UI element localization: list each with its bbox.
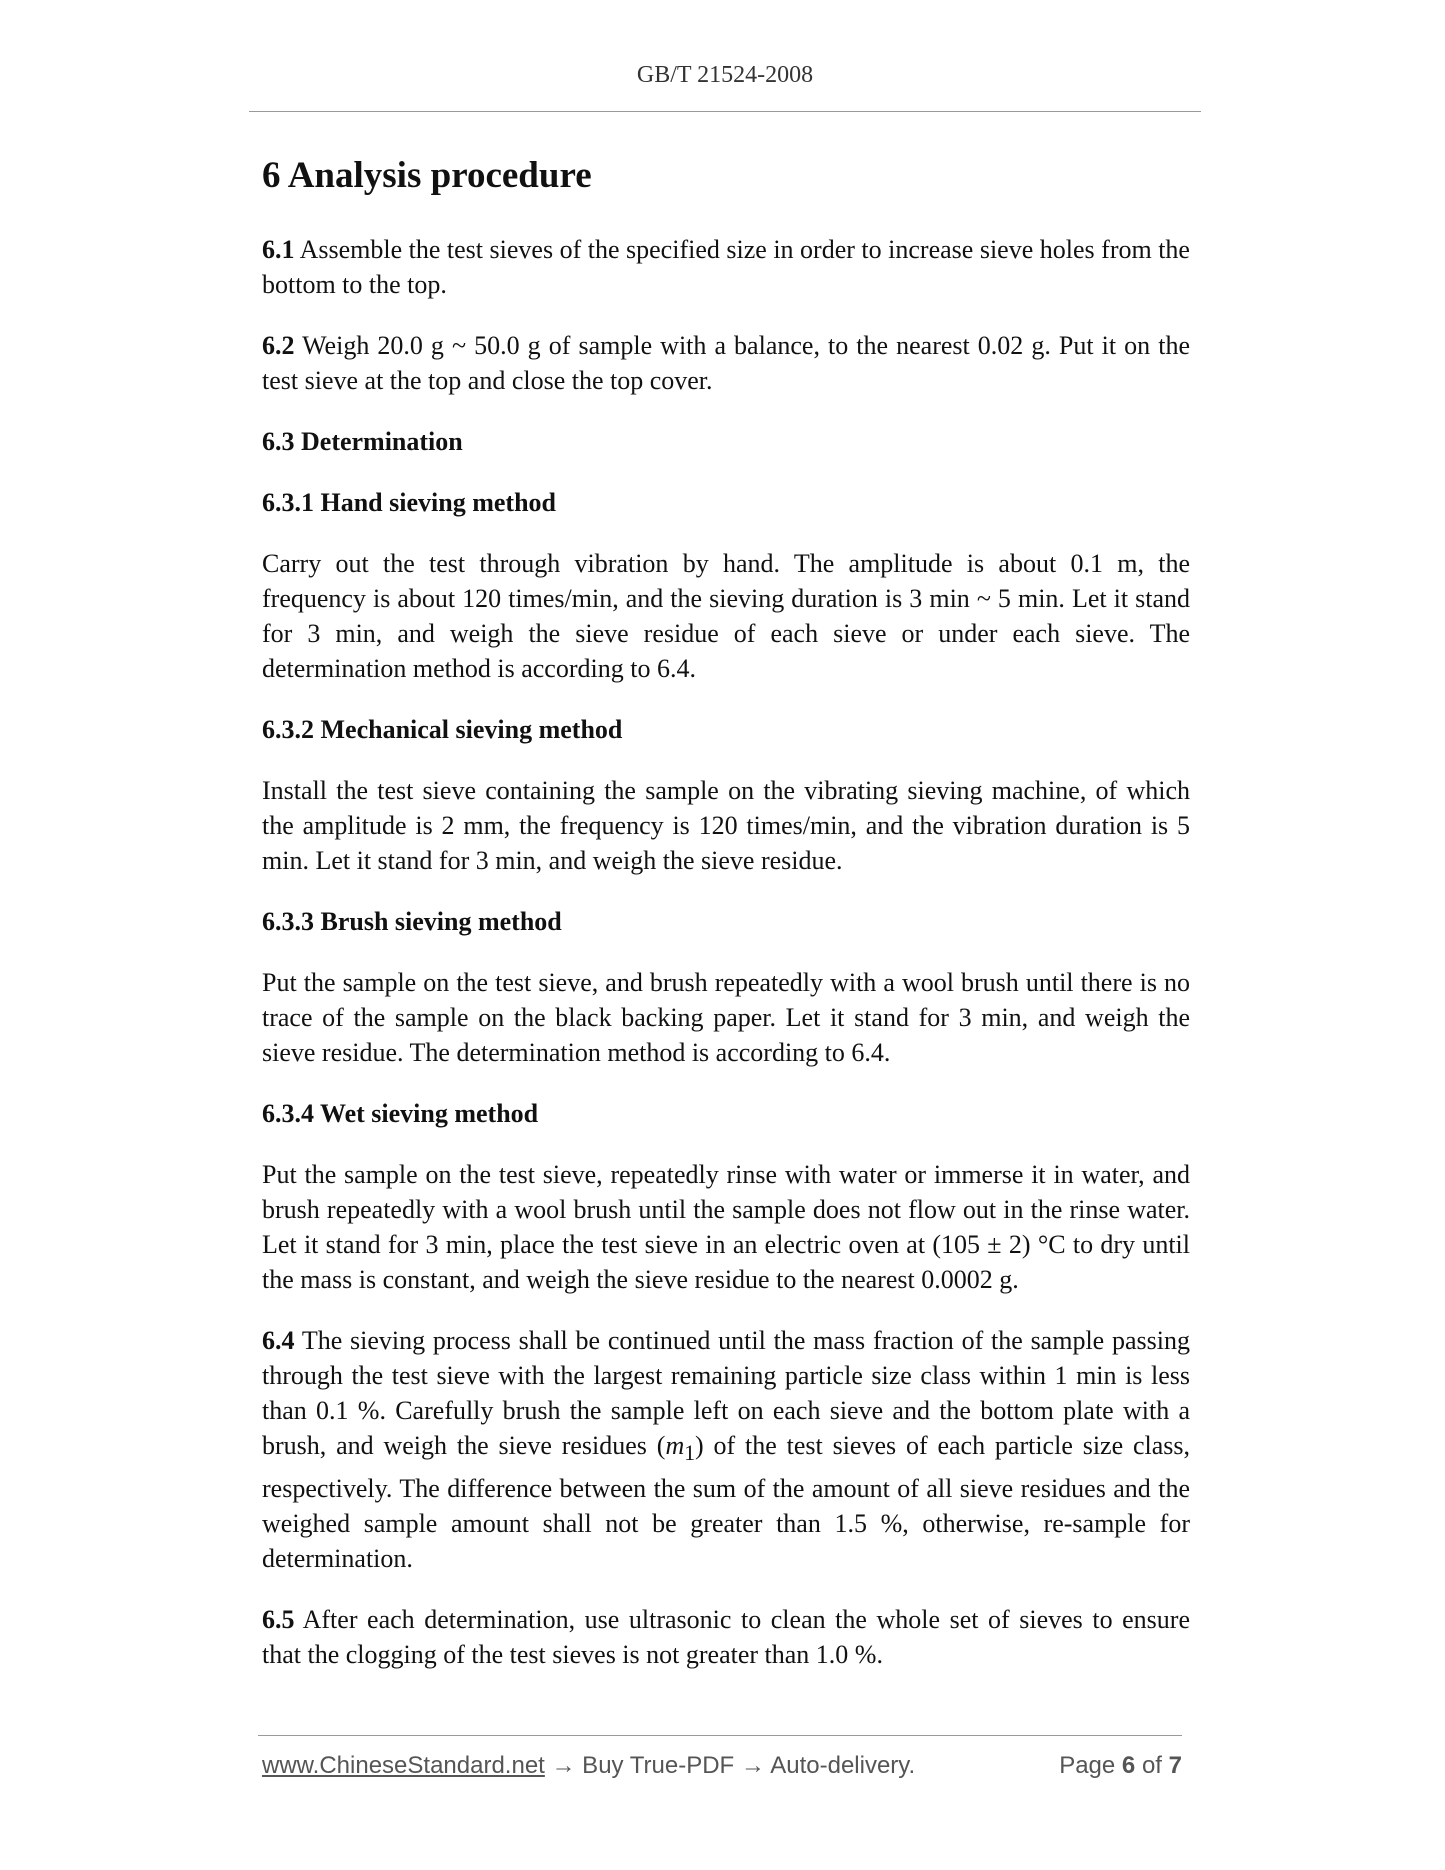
promo-text: → Buy True-PDF → Auto-delivery. xyxy=(544,1752,916,1779)
clause-text: After each determination, use ultrasonic to clean the whole set of sieves to ensure that the clogging of the test sieves is not greater than 1.0 %. xyxy=(262,1605,1190,1670)
heading-6-3: 6.3 Determination xyxy=(262,427,463,456)
clause-text: Weigh 20.0 g ~ 50.0 g of sample with a balance, to the nearest 0.02 g. Put it on the test sieve at the top and close the top cover. xyxy=(262,331,1190,395)
clause-number: 6.5 xyxy=(262,1605,295,1635)
of-label: of xyxy=(1135,1752,1169,1779)
heading-6-3-2: 6.3.2 Mechanical sieving method xyxy=(262,715,623,744)
clause-6-1 xyxy=(262,232,1190,302)
paragraph-6-3-4: Put the sample on the test sieve, repeatedly rinse with water or immerse it in water, and brush repeatedly with a wool brush until the sample does not flow out in the rinse water. Let it stand for 3 min, place the test sieve in an electric oven at (105 ± 2) °C to dry until the mass is constant, and weigh the sieve residue to the nearest 0.0002 g. xyxy=(262,1160,1190,1294)
clause-6-5 xyxy=(262,1602,1190,1672)
clause-text-a: The sieving process shall be continued until the mass fraction of the sample passing through the test sieve with the largest remaining particle size class within 1 min is less than 0.1 %. Carefully brush the sample left on each sieve and the bottom plate with a brush, and weigh the sieve residues ( xyxy=(262,1326,1190,1460)
current-page-number: 6 xyxy=(1121,1752,1136,1779)
page-footer xyxy=(262,1752,1182,1786)
clause-6-2 xyxy=(262,328,1190,398)
running-header: GB/T 21524-2008 xyxy=(636,62,814,88)
clause-6-4 xyxy=(262,1323,1190,1576)
page-label: Page xyxy=(1059,1752,1122,1779)
heading-6-3-1: 6.3.1 Hand sieving method xyxy=(262,488,556,517)
page-indicator xyxy=(1059,1752,1182,1780)
heading-6-3-4: 6.3.4 Wet sieving method xyxy=(262,1099,539,1128)
footer-divider xyxy=(258,1735,1182,1736)
document-body xyxy=(262,152,1190,1698)
heading-6-3-3: 6.3.3 Brush sieving method xyxy=(262,907,562,936)
paragraph-6-3-1: Carry out the test through vibration by hand. The amplitude is about 0.1 m, the frequency is about 120 times/min, and the sieving duration is 3 min ~ 5 min. Let it stand for 3 min, and weigh the sieve residue of each sieve or under each sieve. The determination method is according to 6.4. xyxy=(262,549,1190,683)
paragraph-6-3-2: Install the test sieve containing the sample on the vibrating sieving machine, of which the amplitude is 2 mm, the frequency is 120 times/min, and the vibration duration is 5 min. Let it stand for 3 min, and weigh the sieve residue. xyxy=(262,776,1190,875)
variable-subscript: 1 xyxy=(684,1441,696,1466)
website-link[interactable]: www.ChineseStandard.net xyxy=(262,1752,545,1779)
clause-number: 6.1 xyxy=(262,235,295,264)
clause-number: 6.4 xyxy=(262,1326,295,1355)
section-title: 6 Analysis procedure xyxy=(262,155,592,196)
clause-number: 6.2 xyxy=(262,331,295,360)
footer-promo xyxy=(262,1752,915,1780)
variable-m: m xyxy=(665,1431,685,1460)
clause-text: Assemble the test sieves of the specified size in order to increase sieve holes from the bottom to the top. xyxy=(262,235,1190,299)
paragraph-6-3-3: Put the sample on the test sieve, and brush repeatedly with a wool brush until there is no trace of the sample on the black backing paper. Let it stand for 3 min, and weigh the sieve residue. The determination method is according to 6.4. xyxy=(262,968,1190,1067)
total-pages: 7 xyxy=(1168,1752,1182,1779)
header-divider xyxy=(249,111,1201,112)
clause-text-b: ) of the test sieves of each particle size class, respectively. The difference between the sum of the amount of all sieve residues and the weighed sample amount shall not be greater than 1.5 %, otherwise, re-sample for determination. xyxy=(262,1431,1190,1574)
